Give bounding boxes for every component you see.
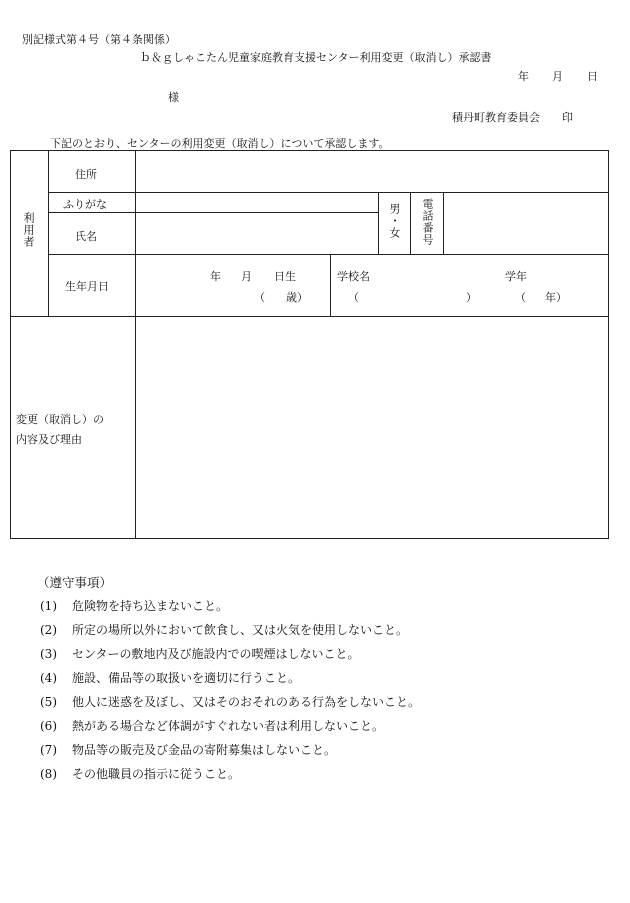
row-line xyxy=(48,212,378,213)
school-open-paren: （ xyxy=(348,291,359,304)
form-number: 別記様式第４号（第４条関係） xyxy=(22,33,176,46)
date-day: 日 xyxy=(587,70,598,83)
list-item-number: (3) xyxy=(40,647,57,661)
list-item-number: (4) xyxy=(40,671,57,685)
list-item xyxy=(40,717,384,734)
list-item-number: (1) xyxy=(40,599,57,613)
change-reason-label-line2: 内容及び理由 xyxy=(16,433,82,446)
row-line xyxy=(48,192,609,193)
grade-open-paren: （ xyxy=(515,291,526,304)
list-item xyxy=(40,597,228,614)
furigana-label: ふりがな xyxy=(63,198,107,211)
list-item xyxy=(40,741,336,758)
grade-label: 学年 xyxy=(505,270,527,283)
recipient-suffix: 様 xyxy=(168,91,179,104)
age-close: 歳） xyxy=(286,291,308,304)
school-name-label: 学校名 xyxy=(337,270,370,283)
name-label: 氏名 xyxy=(75,230,97,243)
birth-date-label: 生年月日 xyxy=(65,280,109,293)
list-item-text: 施設、備品等の取扱いを適切に行うこと。 xyxy=(72,671,301,685)
list-item-text: 物品等の販売及び金品の寄附募集はしないこと。 xyxy=(72,743,337,757)
document-title: ｂ＆ｇしゃこたん児童家庭教育支援センター利用変更（取消し）承認書 xyxy=(140,51,492,64)
change-reason-label-line1: 変更（取消し）の xyxy=(16,413,104,426)
notes-title: （遵守事項） xyxy=(37,575,113,590)
list-item-text: 他人に迷惑を及ぼし、又はそのおそれのある行為をしないこと。 xyxy=(72,695,421,709)
address-label: 住所 xyxy=(75,168,97,181)
birth-year-unit: 年 xyxy=(210,270,221,283)
seal-mark: 印 xyxy=(562,111,573,124)
col-line xyxy=(443,192,444,254)
list-item xyxy=(40,693,420,710)
list-item-text: 所定の場所以外において飲食し、又は火気を使用しないこと。 xyxy=(72,623,409,637)
list-item xyxy=(40,669,300,686)
list-item-number: (5) xyxy=(40,695,57,709)
col-line xyxy=(378,192,379,254)
row-line xyxy=(10,316,609,317)
list-item-text: センターの敷地内及び施設内での喫煙はしないこと。 xyxy=(72,647,360,661)
gender-label: 男・女 xyxy=(388,203,401,239)
date-year: 年 xyxy=(518,70,529,83)
age-open-paren: （ xyxy=(254,291,265,304)
birth-day-unit: 日生 xyxy=(274,270,296,283)
list-item-number: (2) xyxy=(40,623,57,637)
birth-month-unit: 月 xyxy=(241,270,252,283)
list-item-number: (8) xyxy=(40,767,57,781)
col-line xyxy=(330,254,331,316)
list-item-text: その他職員の指示に従うこと。 xyxy=(72,767,241,781)
list-item-number: (6) xyxy=(40,719,57,733)
row-line xyxy=(48,254,609,255)
issuer-name: 積丹町教育委員会 xyxy=(452,111,540,124)
intro-text: 下記のとおり、センターの利用変更（取消し）について承認します。 xyxy=(50,137,390,150)
school-close-paren: ） xyxy=(466,291,477,304)
date-month: 月 xyxy=(552,70,563,83)
list-item-text: 熱がある場合など体調がすぐれない者は利用しないこと。 xyxy=(72,719,385,733)
list-item xyxy=(40,645,360,662)
list-item-text: 危険物を持ち込まないこと。 xyxy=(72,599,229,613)
phone-label: 電話番号 xyxy=(421,198,434,246)
col-line xyxy=(135,150,136,539)
col-line xyxy=(48,150,49,316)
user-label: 利用者 xyxy=(22,212,35,248)
list-item xyxy=(40,765,240,782)
list-item xyxy=(40,621,408,638)
col-line xyxy=(410,192,411,254)
list-item-number: (7) xyxy=(40,743,57,757)
grade-close: 年） xyxy=(545,291,567,304)
